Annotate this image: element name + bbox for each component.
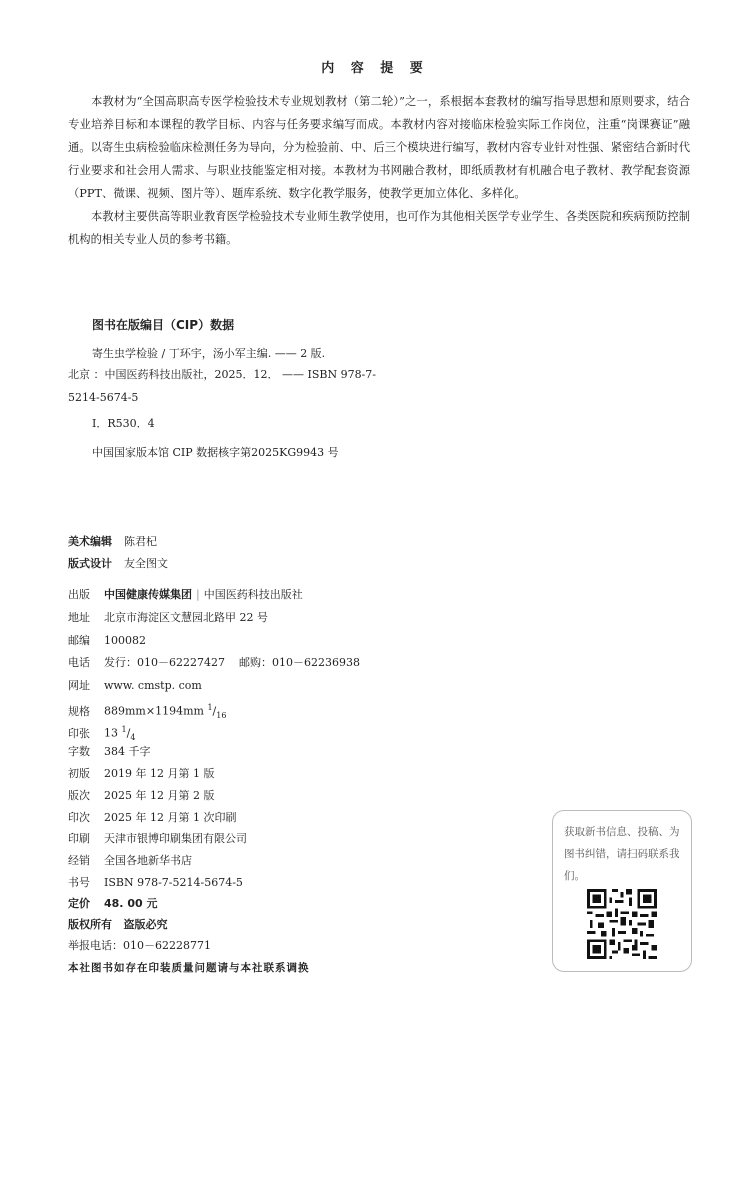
page-title: 内 容 提 要 bbox=[321, 61, 429, 76]
address-label: 地址 bbox=[68, 611, 90, 624]
cip-heading: 图书在版编目（CIP）数据 bbox=[92, 318, 235, 332]
rights-label: 版权所有 bbox=[68, 918, 112, 931]
words-row bbox=[68, 742, 151, 762]
cip-line-3: 5214-5674-5 bbox=[68, 391, 139, 404]
publisher-row bbox=[68, 585, 303, 605]
phone-label: 电话 bbox=[68, 656, 90, 669]
format-label: 规格 bbox=[68, 704, 90, 718]
layout-design-value: 友全图文 bbox=[124, 557, 168, 570]
publisher-separator: | bbox=[196, 588, 200, 601]
website-label: 网址 bbox=[68, 679, 90, 692]
phone-row bbox=[68, 653, 360, 673]
art-editor-value: 陈君杞 bbox=[124, 535, 157, 548]
postcode-label: 邮编 bbox=[68, 634, 90, 647]
address-row bbox=[68, 608, 268, 628]
isbn-label: 书号 bbox=[68, 876, 90, 889]
layout-design-row bbox=[68, 554, 168, 574]
distributor-label: 经销 bbox=[68, 854, 90, 867]
summary-paragraph-2: 本教材主要供高等职业教育医学检验技术专业师生教学使用，也可作为其他相关医学专业学生、各类医院和疾病预防控制机构的相关专业人员的参考书籍。 bbox=[68, 210, 690, 246]
price-row bbox=[68, 894, 157, 914]
cip-line-5: 中国国家版本馆 CIP 数据核字第2025KG9943 号 bbox=[92, 446, 339, 459]
website-row bbox=[68, 676, 202, 696]
qr-contact-box bbox=[552, 810, 692, 972]
cip-line-4: Ⅰ．R530．4 bbox=[92, 417, 155, 430]
distributor-value: 全国各地新华书店 bbox=[104, 854, 192, 867]
postcode-value: 100082 bbox=[104, 634, 146, 647]
format-denominator: 16 bbox=[216, 710, 227, 720]
distributor-row bbox=[68, 851, 192, 871]
edition-row bbox=[68, 786, 214, 806]
printing-row bbox=[68, 808, 236, 828]
cip-line-2: 北京 ：中国医药科技出版社，2025．12． —— ISBN 978-7- bbox=[68, 368, 376, 381]
phone-value: 发行：010－62227427 邮购：010－62236938 bbox=[104, 656, 360, 669]
edition-label: 版次 bbox=[68, 789, 90, 802]
art-editor-label: 美术编辑 bbox=[68, 535, 112, 548]
address-value: 北京市海淀区文慧园北路甲 22 号 bbox=[104, 611, 268, 624]
words-label: 字数 bbox=[68, 745, 90, 758]
printing-value: 2025 年 12 月第 1 次印刷 bbox=[104, 811, 237, 824]
layout-design-label: 版式设计 bbox=[68, 557, 112, 570]
rights-value: 盗版必究 bbox=[123, 918, 168, 931]
printer-label: 印刷 bbox=[68, 832, 90, 845]
summary-paragraph-1: 本教材为“全国高职高专医学检验技术专业规划教材（第二轮）”之一，系根据本套教材的编写指导思想和原则要求，结合专业培养目标和本课程的教学目标、内容与任务要求编写而成。本教材内容对接临床检验实际工作岗位，注重“岗课赛证”融通。以寄生虫病检验临床检测任务为导向，分为检验前、中、后三个模块进行编写，教材内容专业针对性强、紧密结合新时代行业要求和社会用人需求、与职业技能鉴定相对接。本教材为书网融合教材，即纸质教材有机融合电子教材、教学配套资源（PPT、微课、视频、图片等）、题库系统、数字化教学服务，使教学更加立体化、多样化。 bbox=[68, 95, 690, 200]
qr-contact-text: 获取新书信息、投稿、为图书纠错，请扫码联系我们。 bbox=[564, 826, 680, 882]
sheets-numerator: 1 bbox=[121, 725, 127, 734]
first-edition-label: 初版 bbox=[68, 767, 90, 780]
price-label: 定价 bbox=[68, 897, 90, 910]
edition-value: 2025 年 12 月第 2 版 bbox=[104, 789, 215, 802]
publisher-value: 中国医药科技出版社 bbox=[203, 588, 303, 601]
publisher-label: 出版 bbox=[68, 588, 90, 601]
words-value: 384 千字 bbox=[104, 745, 151, 758]
first-edition-value: 2019 年 12 月第 1 版 bbox=[104, 767, 215, 780]
printing-label: 印次 bbox=[68, 811, 90, 824]
format-value: 889mm×1194mm bbox=[104, 704, 204, 718]
postcode-row bbox=[68, 631, 146, 651]
isbn-value: ISBN 978-7-5214-5674-5 bbox=[104, 876, 243, 889]
first-edition-row bbox=[68, 764, 214, 784]
format-row: 规格 889mm×1194mm $^1/_{16}$ bbox=[68, 703, 227, 720]
format-numerator: 1 bbox=[207, 703, 213, 712]
cip-line-1: 寄生虫学检验 / 丁环宇，汤小军主编. —— 2 版. bbox=[92, 347, 326, 360]
sheets-denominator: 4 bbox=[130, 732, 136, 742]
isbn-row bbox=[68, 873, 243, 893]
printer-row bbox=[68, 829, 247, 849]
sheets-label: 印张 bbox=[68, 726, 90, 740]
price-value: 48. 00 元 bbox=[104, 897, 158, 910]
website-value: www. cmstp. com bbox=[104, 679, 202, 692]
summary-section bbox=[68, 90, 690, 251]
quality-notice: 本社图书如存在印装质量问题请与本社联系调换 bbox=[68, 962, 310, 974]
sheets-row: 印张 13 $^1/_4$ bbox=[68, 725, 136, 742]
sheets-value: 13 bbox=[104, 726, 118, 740]
printer-value: 天津市银博印刷集团有限公司 bbox=[104, 832, 247, 845]
report-phone: 举报电话：010－62228771 bbox=[68, 939, 211, 952]
rights-row bbox=[68, 915, 168, 935]
qr-code-icon bbox=[587, 889, 657, 959]
art-editor-row bbox=[68, 532, 157, 552]
publisher-group: 中国健康传媒集团 bbox=[104, 588, 192, 601]
